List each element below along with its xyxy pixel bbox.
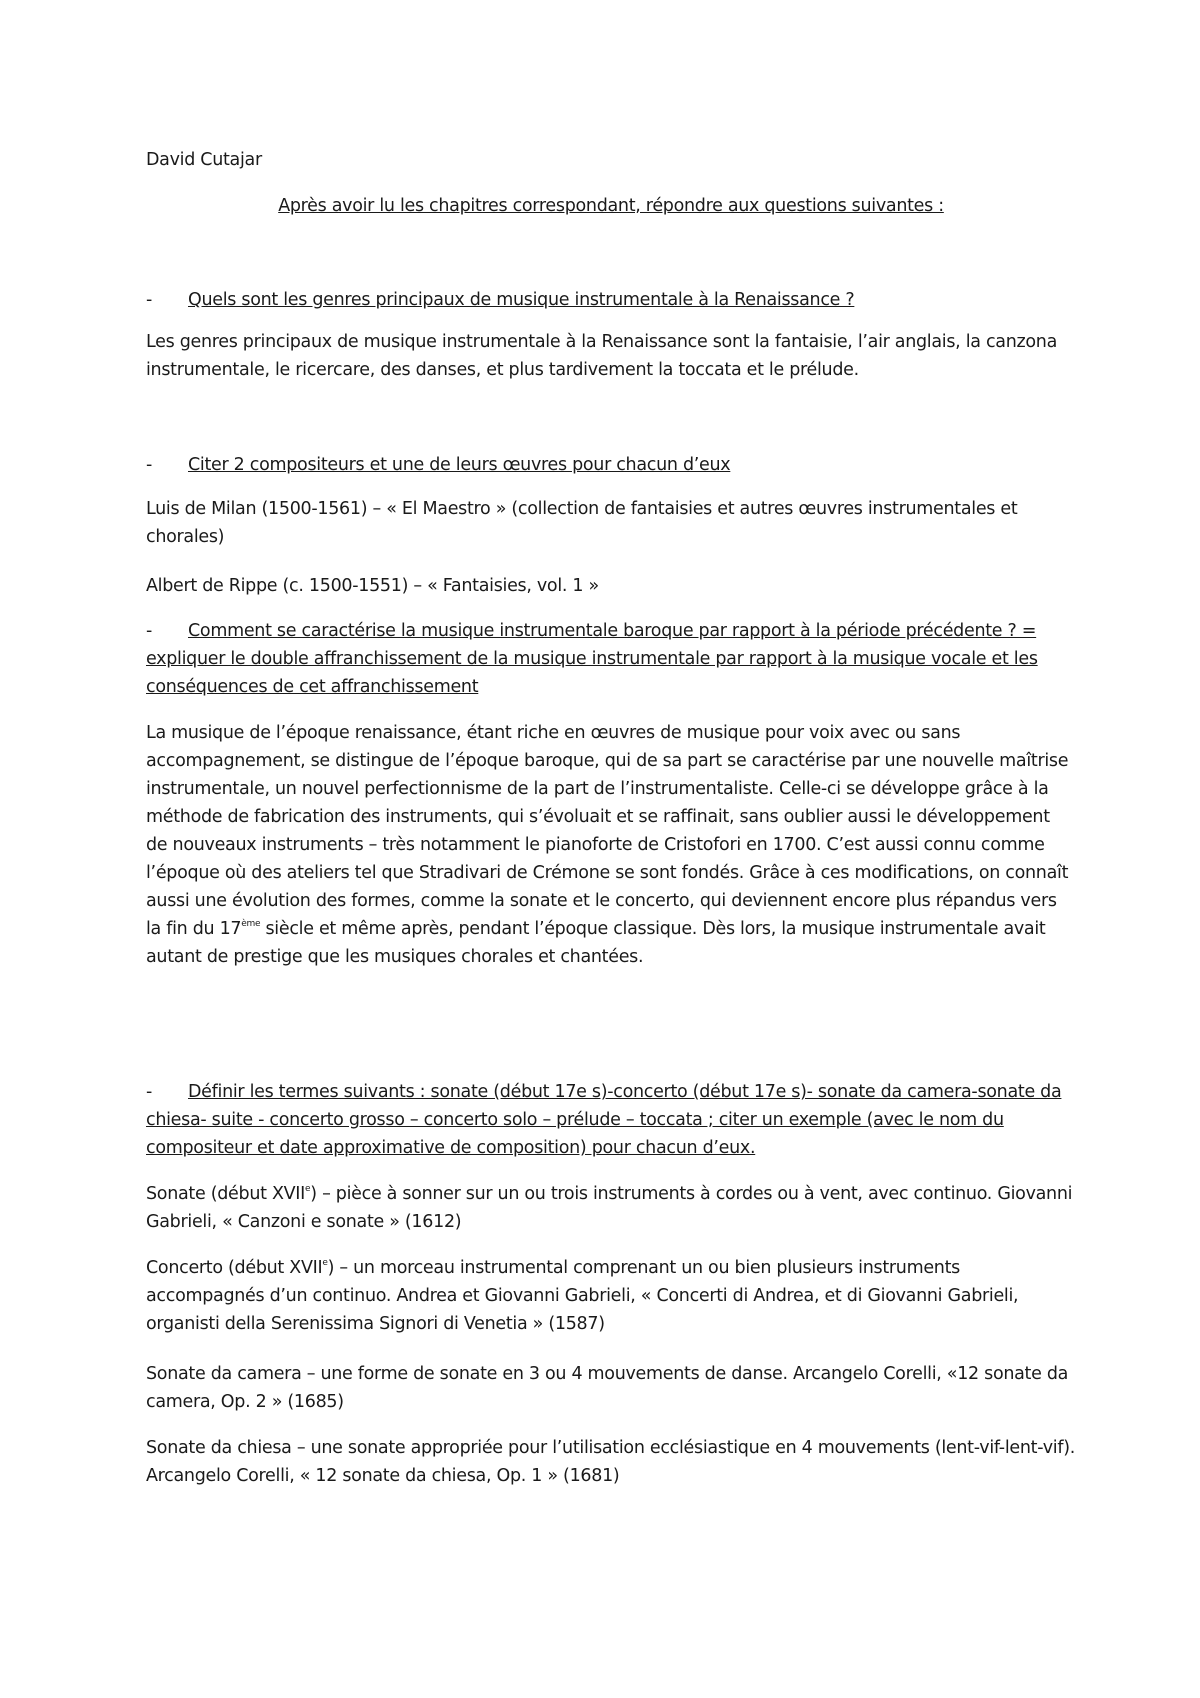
definition-sonate (146, 1180, 1076, 1236)
superscript: e (305, 1184, 311, 1194)
instructions-heading: Après avoir lu les chapitres correspondant, répondre aux questions suivantes : (278, 196, 944, 216)
author-name: David Cutajar (146, 150, 262, 170)
answer-1: Les genres principaux de musique instrumentale à la Renaissance sont la fantaisie, l’air anglais, la canzona instrumentale, le ricercare, des danses, et plus tardivement la toccata et le prélude. (146, 332, 1057, 380)
question-1 (146, 286, 1076, 314)
answer-3-text: La musique de l’époque renaissance, étant riche en œuvres de musique pour voix avec ou sans accompagnement, se distingue de l’époque baroque, qui de sa part se caractérise par une nouvelle maîtrise instrumentale, un nouvel perfectionnisme de la part de l’instrumentaliste. Celle-ci se développe grâce à la méthode de fabrication des instruments, qui s’évoluait et se raffinait, sans oublier aussi le développement de nouveaux instruments – très notamment le pianoforte de Cristofori en 1700. C’est aussi connu comme l’époque où des ateliers tel que Stradivari de Crémone se sont fondés. Grâce à ces modifications, on connaît aussi une évolution des formes, comme la sonate et le concerto, qui deviennent encore plus répandus vers la fin du 17 (146, 723, 1069, 939)
bullet-dash: - (146, 290, 153, 310)
definition-sonate-da-chiesa: Sonate da chiesa – une sonate appropriée pour l’utilisation ecclésiastique en 4 mouvements (lent-vif-lent-vif). Arcangelo Corelli, « 12 sonate da chiesa, Op. 1 » (1681) (146, 1438, 1076, 1486)
question-3-text: Comment se caractérise la musique instrumentale baroque par rapport à la période précédente ? = expliquer le double affranchissement de la musique instrumentale par rapport à la musique vocale et les conséquences de cet affranchissement (146, 621, 1038, 697)
superscript: e (322, 1258, 328, 1268)
definition-concerto-text: Concerto (début XVII (146, 1258, 323, 1278)
question-4-text: Définir les termes suivants : sonate (début 17e s)-concerto (début 17e s)- sonate da camera-sonate da chiesa- suite - concerto grosso – concerto solo – prélude – toccata ; citer un exemple (avec le nom du compositeur et date approximative de composition) pour chacun d’eux. (146, 1082, 1062, 1158)
answer-2-composer-2: Albert de Rippe (c. 1500-1551) – « Fantaisies, vol. 1 » (146, 576, 599, 596)
definition-sonate-text-end: ) – pièce à sonner sur un ou trois instruments à cordes ou à vent, avec continuo. Giovanni Gabrieli, « Canzoni e sonate » (1612) (146, 1184, 1073, 1232)
superscript: ème (241, 919, 261, 929)
answer-2-composer-1: Luis de Milan (1500-1561) – « El Maestro » (collection de fantaisies et autres œuvres instrumentales et chorales) (146, 499, 1018, 547)
question-1-text: Quels sont les genres principaux de musique instrumentale à la Renaissance ? (188, 290, 855, 310)
answer-3 (146, 719, 1076, 971)
question-4 (146, 1078, 1076, 1162)
bullet-dash: - (146, 1082, 153, 1102)
bullet-dash: - (146, 621, 153, 641)
definition-sonate-text: Sonate (début XVII (146, 1184, 306, 1204)
question-3 (146, 617, 1076, 701)
definition-concerto (146, 1254, 1076, 1338)
question-2-text: Citer 2 compositeurs et une de leurs œuvres pour chacun d’eux (188, 455, 731, 475)
bullet-dash: - (146, 455, 153, 475)
answer-3-text-end: siècle et même après, pendant l’époque classique. Dès lors, la musique instrumentale avait autant de prestige que les musiques chorales et chantées. (146, 919, 1046, 967)
question-2 (146, 451, 1076, 479)
definition-concerto-text-end: ) – un morceau instrumental comprenant un ou bien plusieurs instruments accompagnés d’un continuo. Andrea et Giovanni Gabrieli, « Concerti di Andrea, et di Giovanni Gabrieli, organisti della Serenissima Signori di Venetia » (1587) (146, 1258, 1019, 1334)
definition-sonate-da-camera: Sonate da camera – une forme de sonate en 3 ou 4 mouvements de danse. Arcangelo Corelli, «12 sonate da camera, Op. 2 » (1685) (146, 1364, 1069, 1412)
